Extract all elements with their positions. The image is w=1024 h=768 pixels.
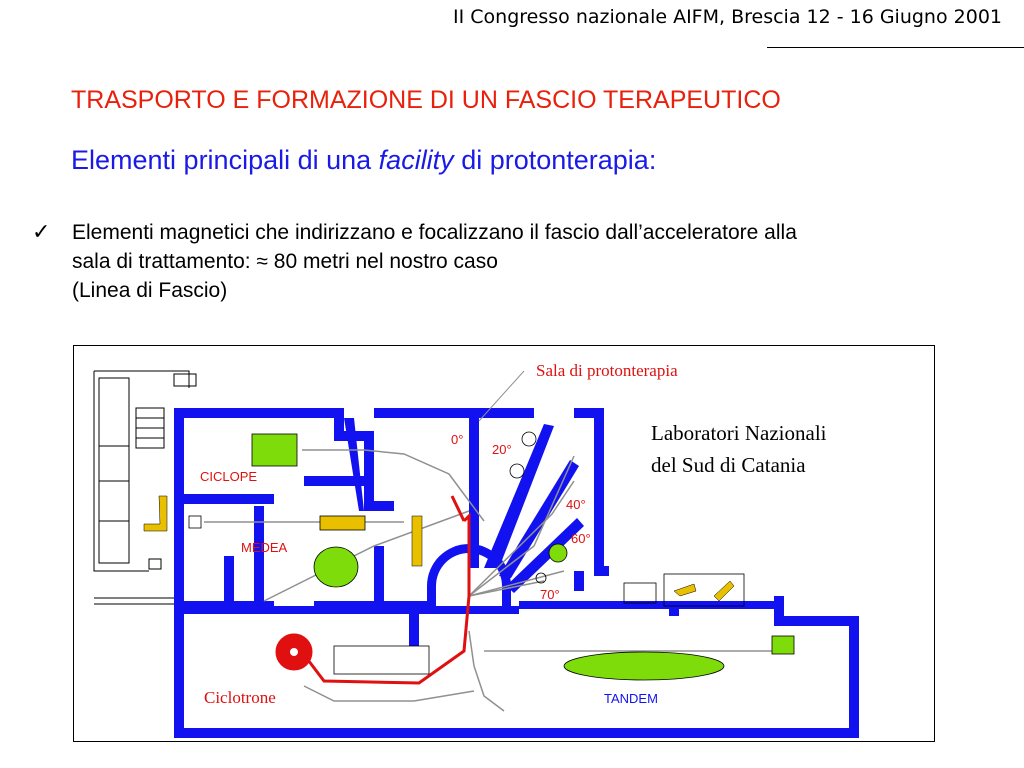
checkmark-icon: ✓	[32, 220, 51, 245]
angle-60-label: 60°	[571, 531, 591, 546]
subtitle-emphasis: facility	[378, 145, 454, 175]
ciclope-label: CICLOPE	[200, 469, 258, 484]
lab-label-line-2: del Sud di Catania	[651, 453, 806, 477]
facility-floor-plan	[73, 345, 935, 742]
tandem-label: TANDEM	[604, 691, 658, 706]
angle-20-label: 20°	[492, 442, 512, 457]
angle-70-label: 70°	[540, 587, 560, 602]
angle-0-label: 0°	[451, 432, 464, 447]
subtitle-post: di protonterapia:	[453, 145, 657, 175]
bullet-line-2: sala di trattamento: ≈ 80 metri nel nostro caso	[72, 250, 498, 273]
lab-label-line-1: Laboratori Nazionali	[651, 421, 827, 445]
header-rule	[767, 47, 1024, 48]
subtitle-pre: Elementi principali di una	[71, 145, 379, 175]
angle-40-label: 40°	[566, 497, 586, 512]
treatment-beam-line	[276, 496, 469, 683]
floor-plan-drawing	[74, 346, 935, 742]
slide-subtitle	[71, 145, 656, 176]
bullet-line-1: Elementi magnetici che indirizzano e focalizzano il fascio dall’acceleratore alla	[72, 221, 797, 244]
slide-title: TRASPORTO E FORMAZIONE DI UN FASCIO TERAPEUTICO	[71, 86, 781, 114]
ciclotrone-label: Ciclotrone	[204, 688, 276, 707]
conference-header: II Congresso nazionale AIFM, Brescia 12 - 16 Giugno 2001	[453, 6, 1002, 28]
sala-label: Sala di protonterapia	[536, 361, 678, 380]
medea-label: MEDEA	[241, 540, 288, 555]
bullet-text	[72, 218, 992, 305]
bullet-line-3: (Linea di Fascio)	[72, 279, 228, 302]
